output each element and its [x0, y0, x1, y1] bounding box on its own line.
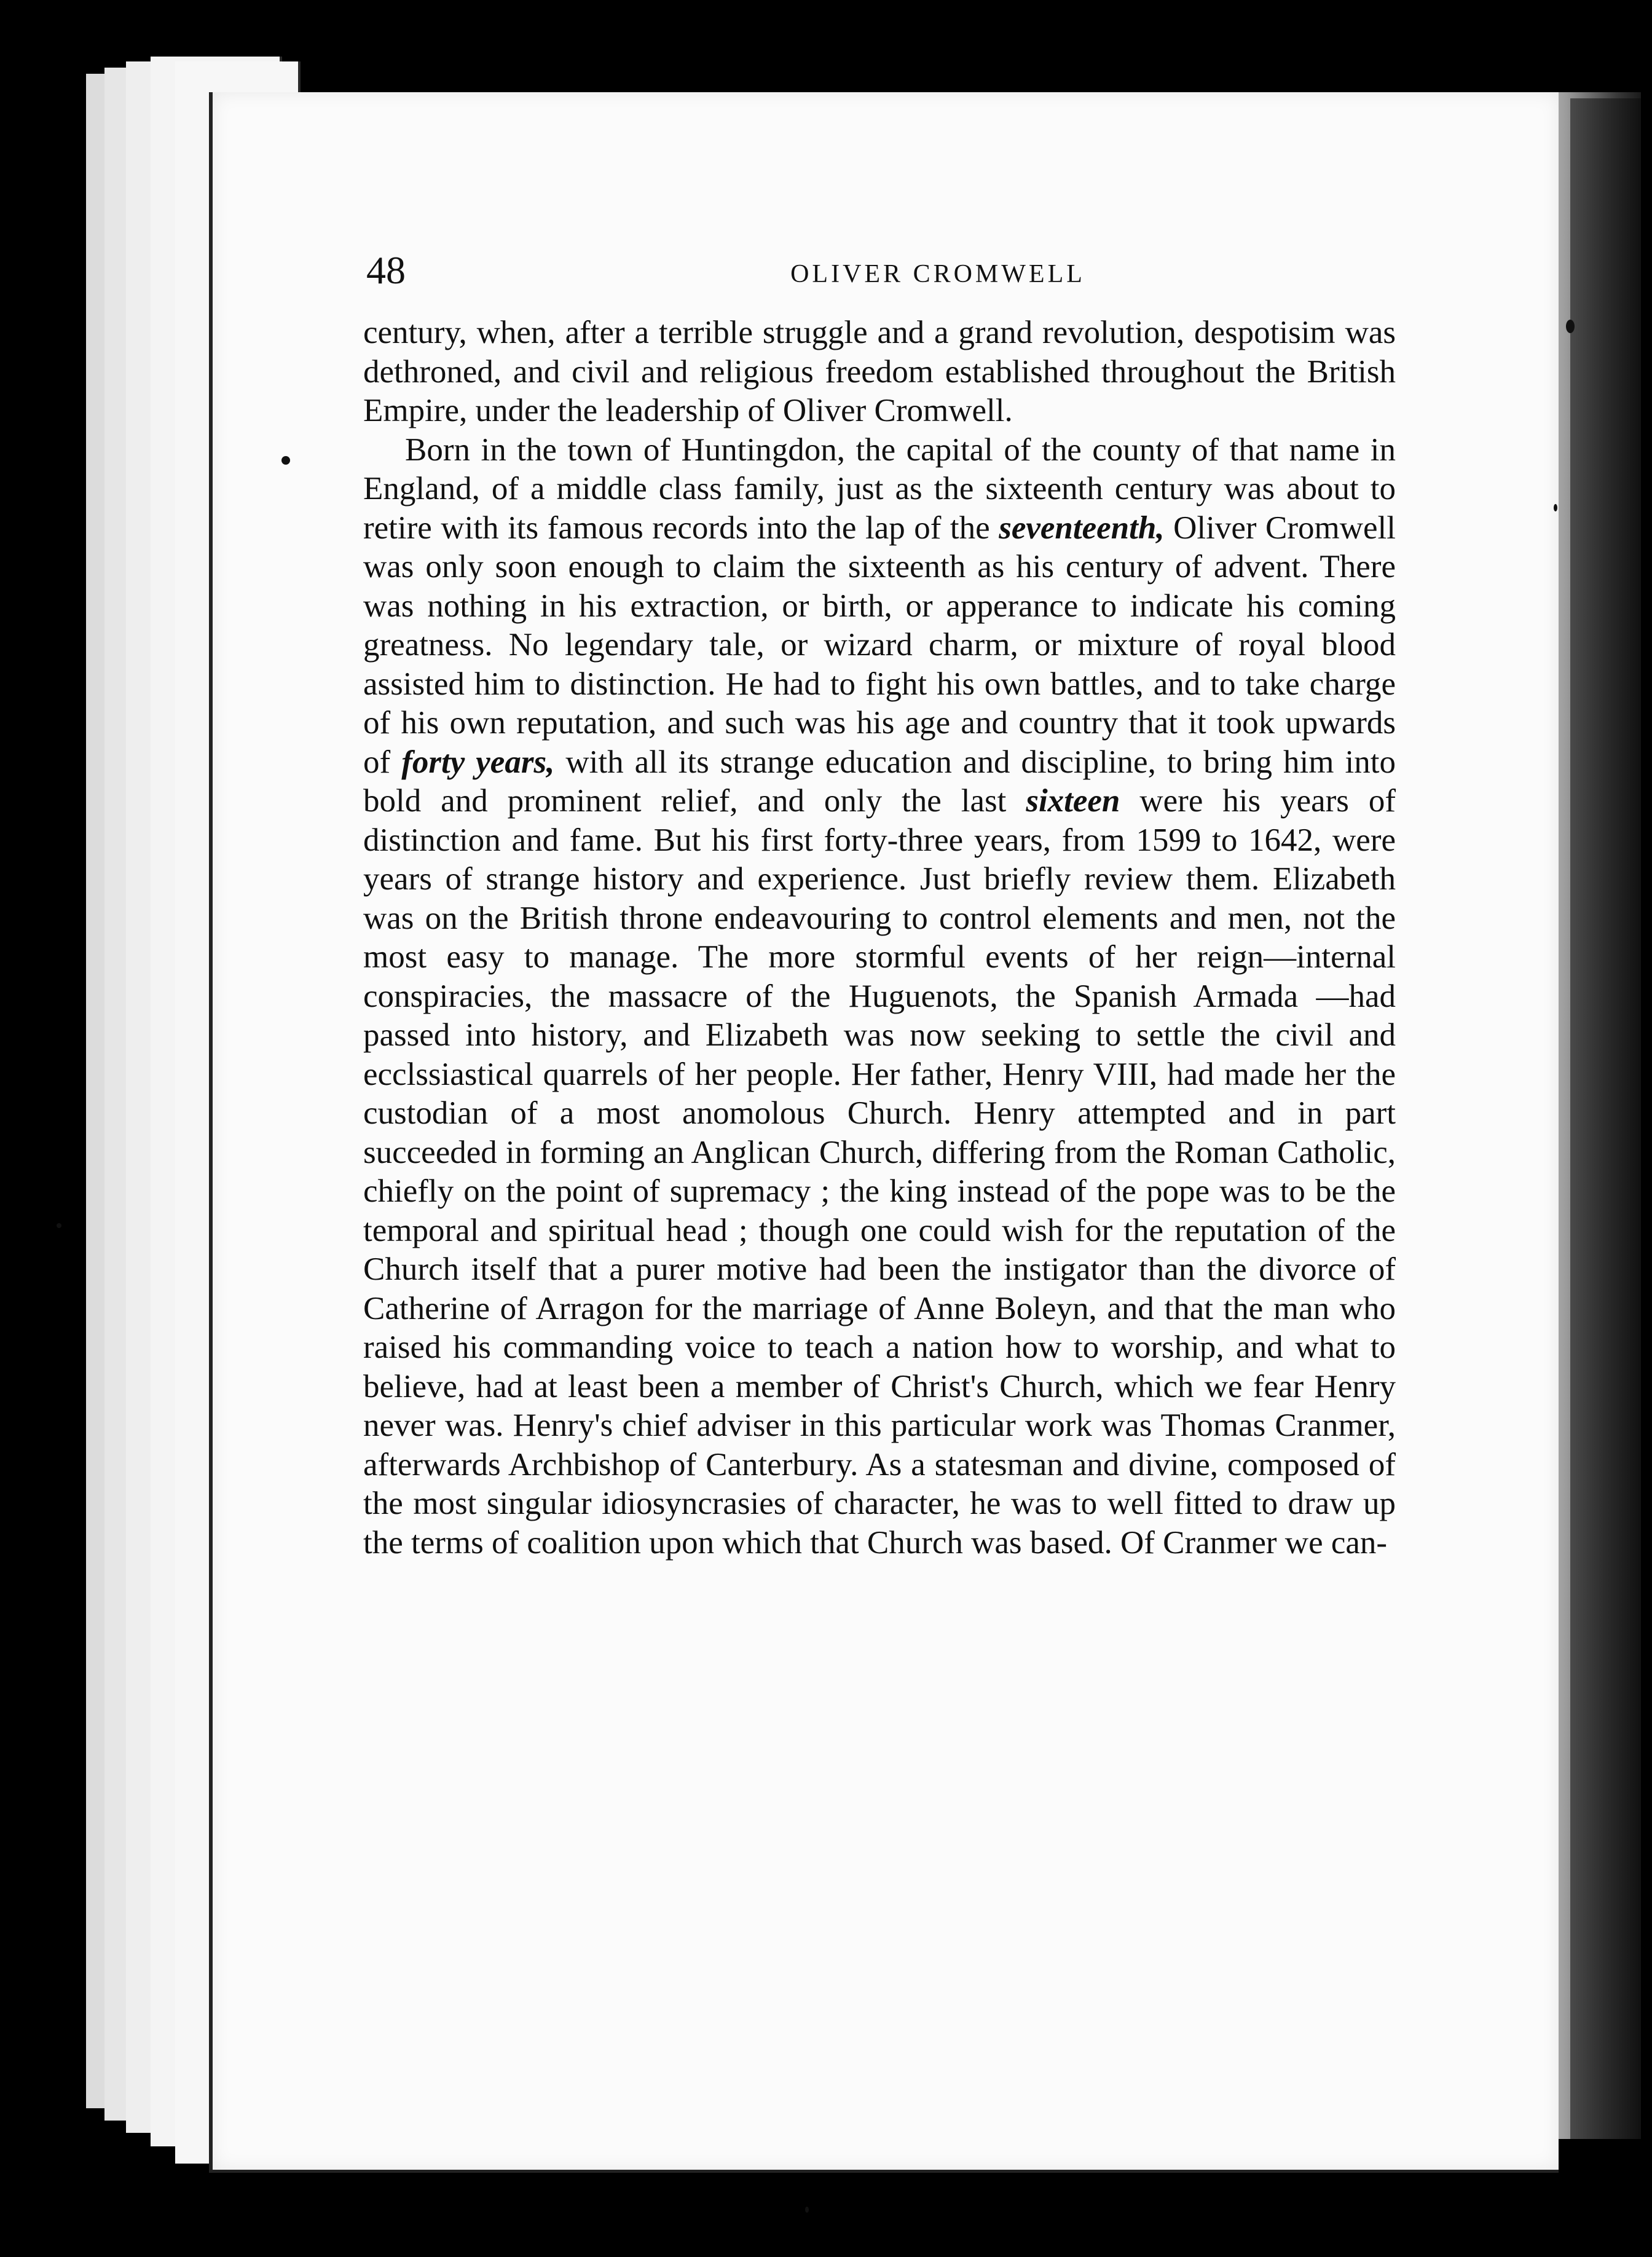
book-page	[209, 92, 1559, 2173]
text-run: Born in the town of Huntingdon, the capital of the county of that name in England, of a middle class family, just as the sixteenth century was about to retire with its famous records into the lap of the	[363, 431, 1396, 546]
scan-speck	[1566, 320, 1575, 333]
margin-mark	[281, 456, 290, 465]
paragraph-1: century, when, after a terrible struggle and a grand revolution, despotisim was dethroned, and civil and religious freedom established throughout the British Empire, under the leadership of Oliver Cromwell.	[363, 315, 1396, 428]
page-number: 48	[366, 248, 406, 292]
scan-speck	[57, 1223, 61, 1228]
running-head: OLIVER CROMWELL	[790, 260, 1085, 288]
scan-speck	[805, 2207, 809, 2213]
italic-word: sixteen	[1026, 783, 1120, 819]
italic-word: forty years,	[401, 744, 555, 780]
scan-speck	[1554, 504, 1557, 511]
body-text	[363, 313, 1396, 1562]
text-run: Oliver Cromwell was only soon enough to claim the sixteenth as his century of advent. There was nothing in his extraction, or birth, or apperance to indicate his coming greatness. No legendary tale, or wizard charm, or mixture of royal blood assisted him to distinction. He had to fight his own battles, and to take charge of his own reputation, and such was his age and country that it took upwards of	[363, 510, 1396, 780]
page-header	[366, 243, 1509, 298]
facing-page-strip	[1570, 98, 1641, 2139]
text-run: with all its strange education and discipline, to bring him into bold and prominent relief, and only the last	[363, 744, 1396, 819]
paragraph-2	[363, 431, 1396, 1563]
text-run: were his years of distinction and fame. But his first forty-three years, from 1599 to 1642, were years of strange history and experience. Just briefly review them. Elizabeth was on the British throne endeavouring to control elements and men, not the most easy to manage. The more stormful events of her reign—internal conspiracies, the massacre of the Huguenots, the Spanish Armada —had passed into history, and Elizabeth was now seeking to settle the civil and ecclssiastical quarrels of her people. Her father, Henry VIII, had made her the custodian of a most anomolous Church. Henry attempted and in part succeeded in forming an Anglican Church, differing from the Roman Catholic, chiefly on the point of supremacy ; the king instead of the pope was to be the temporal and spiritual head ; though one could wish for the reputation of the Church itself that a purer motive had been the instigator than the divorce of Catherine of Arragon for the marriage of Anne Boleyn, and that the man who raised his commanding voice to teach a nation how to worship, and what to believe, had at least been a member of Christ's Church, which we fear Henry never was. Henry's chief adviser in this particular work was Thomas Cranmer, afterwards Archbishop of Canterbury. As a statesman and divine, composed of the most singular idiosyncrasies of character, he was to well fitted to draw up the terms of coalition upon which that Church was based. Of Cranmer we can-	[363, 783, 1396, 1561]
italic-word: seventeenth,	[999, 510, 1165, 546]
